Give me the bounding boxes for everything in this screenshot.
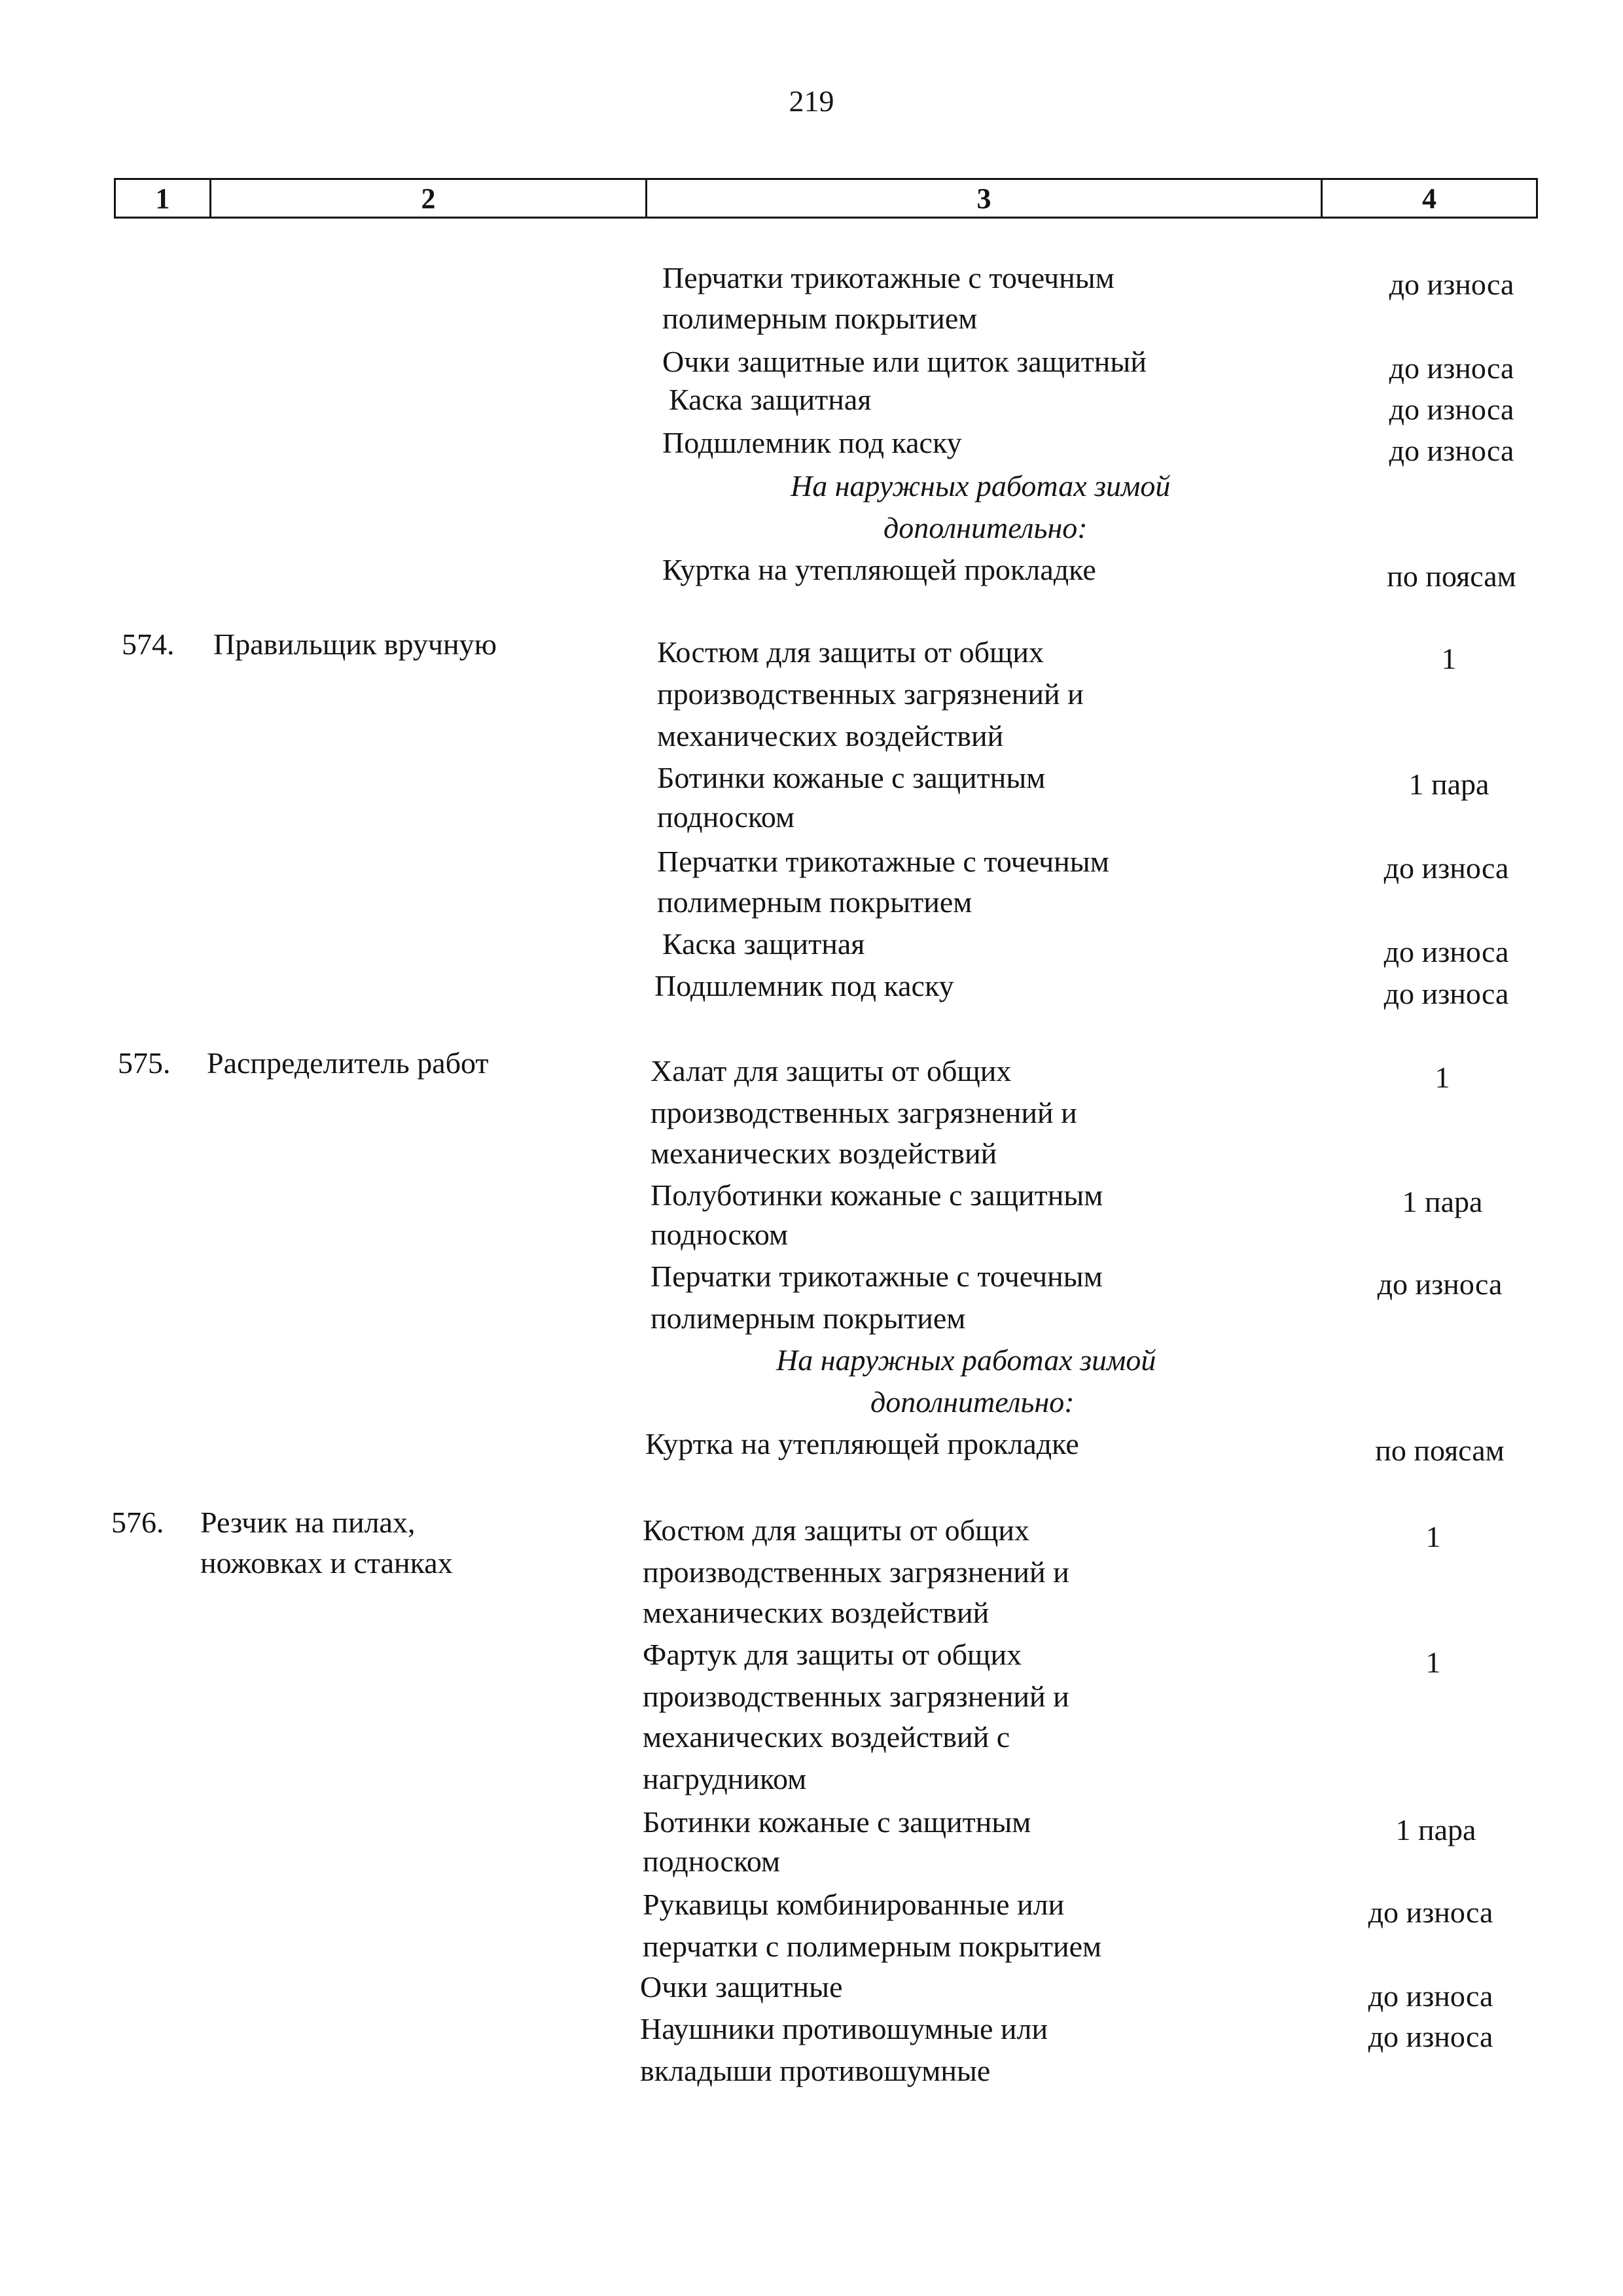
item-text-line: производственных загрязнений и [643,1555,1069,1589]
profession-name: ножовках и станках [200,1546,453,1580]
item-text-line: производственных загрязнений и [657,677,1084,711]
item-text-line: нагрудником [643,1762,807,1795]
item-text-line: производственных загрязнений и [643,1680,1069,1713]
item-norm: 1 [1441,642,1457,675]
item-text-line: Перчатки трикотажные с точечным [651,1260,1103,1293]
item-text-line: Халат для защиты от общих [651,1054,1012,1087]
item-norm: до износа [1389,351,1514,385]
profession-name: Распределитель работ [207,1046,489,1080]
item-norm: до износа [1383,935,1509,968]
item-text-line: вкладыши противошумные [640,2054,991,2087]
item-norm: до износа [1389,268,1514,301]
item-norm: до износа [1383,851,1509,885]
note-line: На наружных работах зимой [791,469,1171,503]
item-text-line: подноском [657,800,795,834]
note-line: На наружных работах зимой [776,1343,1156,1377]
item-text-line: Полуботинки кожаные с защитным [651,1178,1103,1212]
item-norm: 1 [1425,1520,1441,1553]
page-number: 219 [789,84,834,118]
column-header-3: 3 [647,180,1323,217]
item-text-line: подноском [651,1218,789,1251]
note-line: дополнительно: [870,1385,1075,1419]
column-header-1: 1 [116,180,211,217]
item-text-line: Куртка на утепляющей прокладке [662,553,1096,586]
item-norm: до износа [1368,1896,1493,1929]
entry-number: 576. [111,1506,164,1539]
item-norm: по поясам [1387,559,1516,593]
item-text-line: полимерным покрытием [662,302,978,335]
item-norm: до износа [1383,977,1509,1010]
item-text-line: Перчатки трикотажные с точечным [657,845,1109,878]
item-norm: 1 [1425,1646,1441,1679]
item-text-line: Ботинки кожаные с защитным [657,761,1046,794]
item-norm: до износа [1368,2020,1493,2053]
item-text-line: механических воздействий с [643,1720,1010,1754]
item-text-line: Очки защитные [640,1970,843,2004]
item-text-line: Подшлемник под каску [662,426,962,459]
item-text-line: Очки защитные или щиток защитный [662,345,1147,378]
profession-name: Правильщик вручную [213,627,497,661]
item-norm: по поясам [1375,1434,1505,1467]
item-text-line: Костюм для защиты от общих [657,635,1044,669]
item-text-line: подноском [643,1845,781,1878]
item-text-line: механических воздействий [643,1596,990,1629]
entry-number: 574. [122,627,175,661]
item-text-line: полимерным покрытием [651,1301,966,1335]
item-norm: 1 пара [1402,1185,1483,1218]
item-text-line: Куртка на утепляющей прокладке [645,1427,1079,1460]
item-text-line: Костюм для защиты от общих [643,1513,1030,1547]
item-text-line: полимерным покрытием [657,885,972,919]
item-norm: до износа [1389,393,1514,426]
column-header-2: 2 [211,180,647,217]
item-norm: 1 пара [1408,768,1489,801]
item-text-line: Перчатки трикотажные с точечным [662,261,1115,294]
item-norm: до износа [1368,1979,1493,2013]
item-text-line: механических воздействий [651,1137,997,1170]
item-text-line: перчатки с полимерным покрытием [643,1930,1102,1963]
item-text-line: производственных загрязнений и [651,1096,1077,1129]
item-text-line: Подшлемник под каску [654,969,954,1002]
item-text-line: Фартук для защиты от общих [643,1638,1022,1671]
column-header-4: 4 [1422,182,1436,215]
item-text-line: Рукавицы комбинированные или [643,1888,1065,1921]
item-norm: 1 [1435,1061,1450,1094]
item-text-line: Наушники противошумные или [640,2012,1048,2045]
entry-number: 575. [118,1046,171,1080]
note-line: дополнительно: [883,511,1088,544]
item-text-line: механических воздействий [657,719,1004,752]
item-norm: до износа [1377,1267,1503,1301]
item-text-line: Каска защитная [662,927,865,961]
item-norm: до износа [1389,434,1514,467]
profession-name: Резчик на пилах, [200,1506,416,1539]
table-header-row [114,178,1538,219]
item-text-line: Каска защитная [669,383,872,416]
item-text-line: Ботинки кожаные с защитным [643,1805,1031,1839]
item-norm: 1 пара [1395,1813,1476,1846]
